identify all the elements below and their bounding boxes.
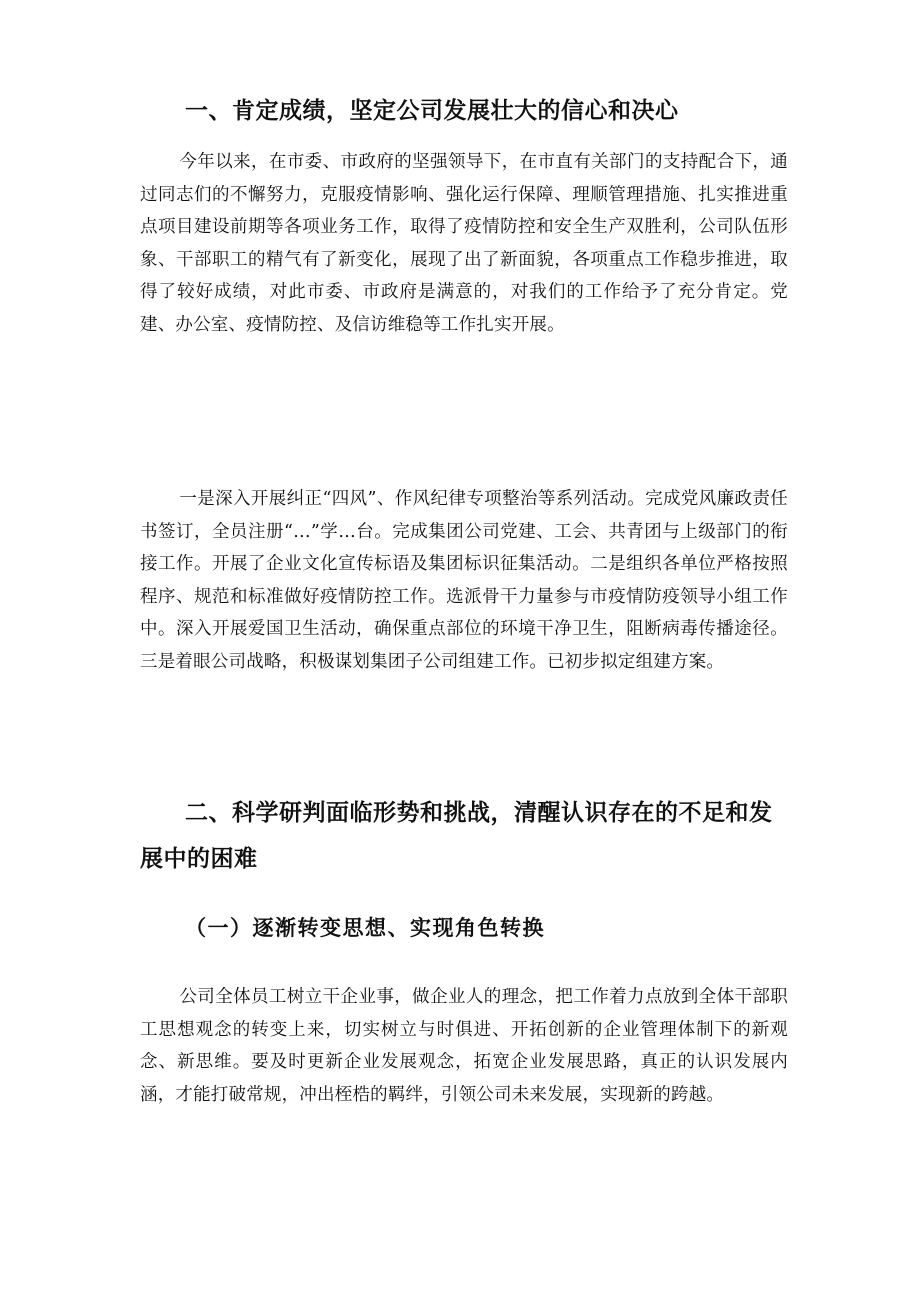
section-heading-2: 二、科学研判面临形势和挑战，清醒认识存在的不足和发展中的困难	[140, 800, 773, 872]
paragraph-achievements: 今年以来，在市委、市政府的坚强领导下，在市直有关部门的支持配合下，通过同志们的不懈努力，克服疫情影响、强化运行保障、理顺管理措施、扎实推进重点项目建设前期等各项业务工作，取得了疫情防控和安全生产双胜利，公司队伍形象、干部职工的精气有了新变化，展现了出了新面貌，各项重点工作稳步推进，取得了较好成绩，对此市委、市政府是满意的，对我们的工作给予了充分肯定。党建、办公室、疫情防控、及信访维稳等工作扎实开展。	[140, 152, 788, 335]
paragraph-activities: 一是深入开展纠正“四风”、作风纪律专项整治等系列活动。完成党风廉政责任书签订，全员注册“…”学…台。完成集团公司党建、工会、共青团与上级部门的衔接工作。开展了企业文化宣传标语及集团标识征集活动。二是组织各单位严格按照程序、规范和标准做好疫情防控工作。选派骨干力量参与市疫情防疫领导小组工作中。深入开展爱国卫生活动，确保重点部位的环境干净卫生，阻断病毒传播途径。三是着眼公司战略，积极谋划集团子公司组建工作。已初步拟定组建方案。	[140, 489, 788, 672]
section-heading-1: 一、肯定成绩，坚定公司发展壮大的信心和决心	[185, 98, 679, 124]
subsection-heading-1: （一）逐渐转变思想、实现角色转换	[185, 915, 545, 940]
paragraph-mindset: 公司全体员工树立干企业事，做企业人的理念，把工作着力点放到全体干部职工思想观念的转变上来，切实树立与时俱进、开拓创新的企业管理体制下的新观念、新思维。要及时更新企业发展观念，拓宽企业发展思路，真正的认识发展内涵，才能打破常规，冲出桎梏的羁绊，引领公司未来发展，实现新的跨越。	[140, 987, 788, 1105]
